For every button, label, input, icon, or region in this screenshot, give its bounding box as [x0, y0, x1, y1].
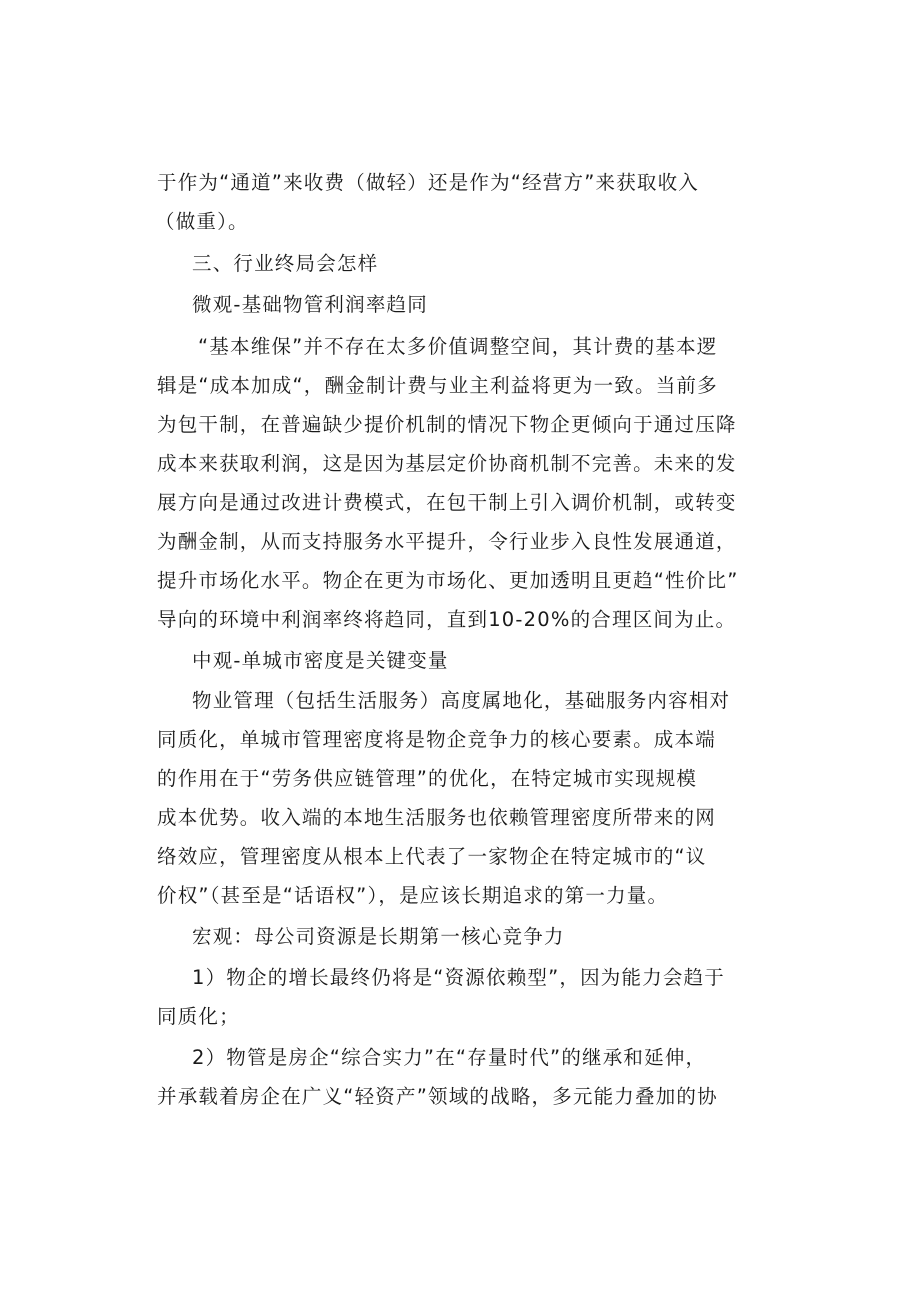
subsection-heading: 微观-基础物管利润率趋同 [192, 293, 428, 316]
list-item: 1）物企的增长最终仍将是“资源依赖型”，因为能力会趋于 [192, 966, 726, 989]
paragraph-line: 辑是“成本加成“，酬金制计费与业主利益将更为一致。当前多 [157, 374, 718, 397]
paragraph-line: 为包干制，在普遍缺少提价机制的情况下物企更倾向于通过压降 [157, 413, 737, 436]
paragraph-line: 同质化，单城市管理密度将是物企竞争力的核心要素。成本端 [157, 728, 716, 751]
paragraph-line: （做重）。 [155, 210, 249, 233]
paragraph-line: 同质化； [157, 1005, 240, 1028]
paragraph-line: 络效应，管理密度从根本上代表了一家物企在特定城市的“议 [157, 845, 707, 868]
paragraph-line: 为酬金制，从而支持服务水平提升，令行业步入良性发展通道， [157, 530, 737, 553]
section-heading: 三、行业终局会怎样 [192, 252, 379, 275]
paragraph-line: 物业管理（包括生活服务）高度属地化，基础服务内容相对 [192, 689, 731, 712]
paragraph-line: “基本维保”并不存在太多价值调整空间，其计费的基本逻 [198, 335, 718, 358]
paragraph-line: 导向的环境中利润率终将趋同，直到10-20%的合理区间为止。 [157, 608, 737, 631]
paragraph-line: 提升市场化水平。物企在更为市场化、更加透明且更趋“性价比” [157, 569, 739, 592]
paragraph-line: 成本来获取利润，这是因为基层定价协商机制不完善。未来的发 [157, 452, 737, 475]
paragraph-line: 展方向是通过改进计费模式，在包干制上引入调价机制，或转变 [157, 491, 737, 514]
paragraph-line: 的作用在于“劳务供应链管理”的优化，在特定城市实现规模 [157, 767, 698, 790]
paragraph-line: 成本优势。收入端的本地生活服务也依赖管理密度所带来的网 [157, 806, 716, 829]
paragraph-line: 价权”（甚至是“话语权”），是应该长期追求的第一力量。 [157, 884, 669, 907]
paragraph-line: 并承载着房企在广义“轻资产”领域的战略，多元能力叠加的协 [157, 1085, 718, 1108]
paragraph-line: 于作为“通道”来收费（做轻）还是作为“经营方”来获取收入 [157, 171, 700, 194]
subsection-heading: 中观-单城市密度是关键变量 [192, 649, 449, 672]
subsection-heading: 宏观：母公司资源是长期第一核心竞争力 [192, 925, 565, 948]
list-item: 2）物管是房企“综合实力”在“存量时代”的继承和延伸， [192, 1046, 707, 1069]
